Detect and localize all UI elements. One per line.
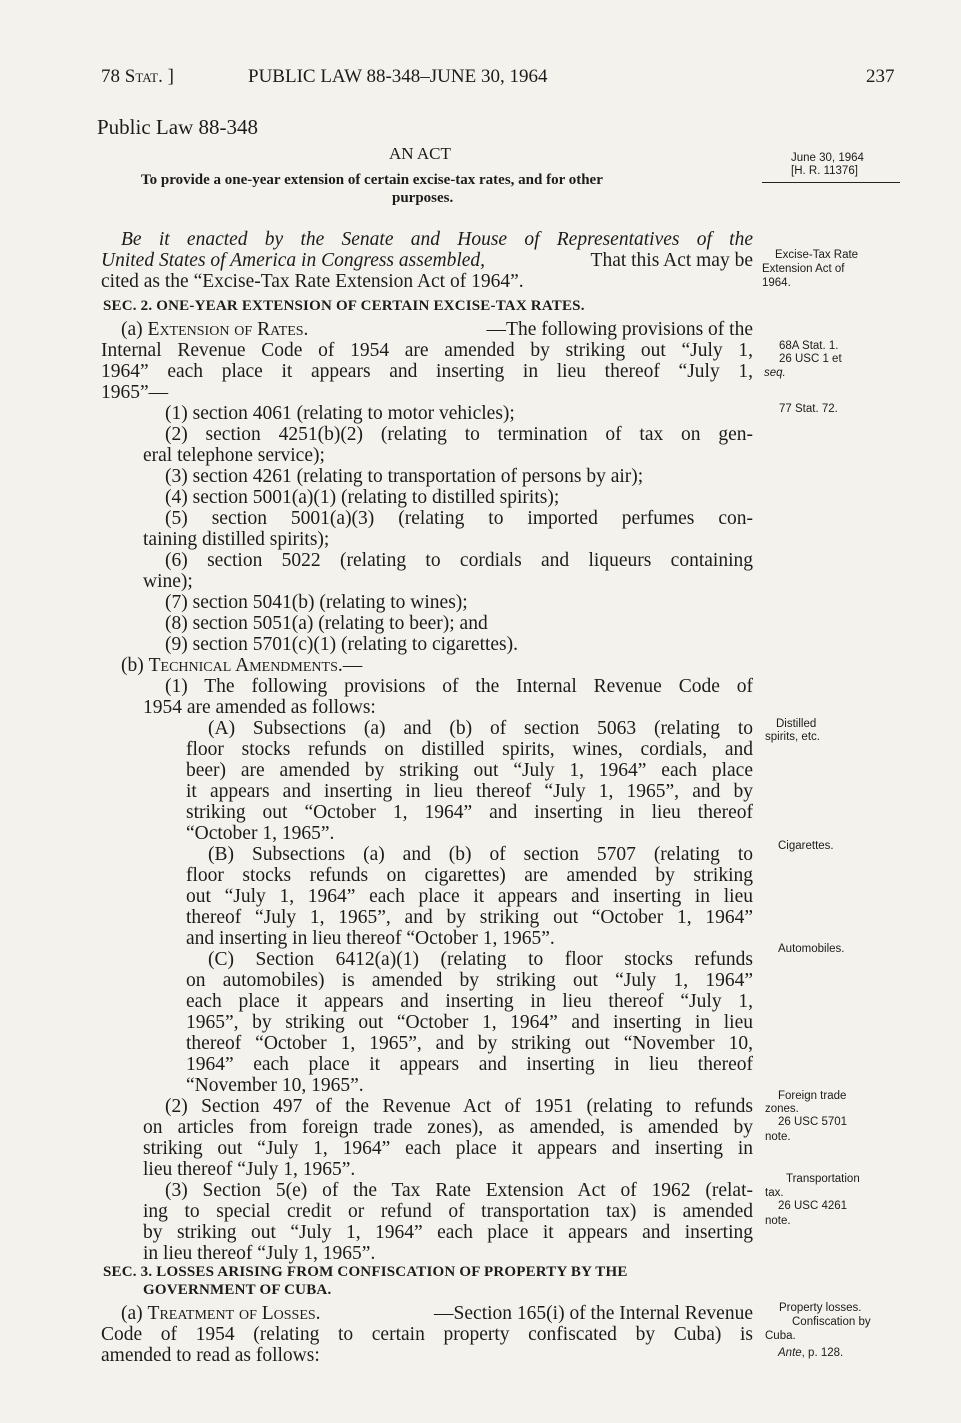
sec2-b1-C-line: 1964” each place it appears and inserting in lieu thereof <box>186 1054 753 1075</box>
short-title-citation: cited as the “Excise-Tax Rate Extension Act of 1964”. <box>101 271 524 292</box>
margin-note-ante: Ante, p. 128. <box>778 1347 844 1359</box>
margin-note-automobiles: Automobiles. <box>778 943 845 955</box>
running-header-volume: 78 Stat. ] <box>101 66 174 87</box>
section-3-heading: SEC. 3. LOSSES ARISING FROM CONFISCATION OF PROPERTY BY THE <box>103 1264 628 1280</box>
sec2-a-text: —The following provisions of the <box>486 319 753 340</box>
margin-note-transportation: tax. <box>765 1187 784 1199</box>
running-header-title: PUBLIC LAW 88-348–JUNE 30, 1964 <box>248 66 548 87</box>
section-3-heading: GOVERNMENT OF CUBA. <box>143 1282 332 1298</box>
sec2-a-label: Extension of Rates. <box>147 319 309 340</box>
sec2-a-line: 1964” each place it appears and inserting in lieu thereof “July 1, <box>101 361 753 382</box>
list-item: (2) section 4251(b)(2) (relating to termination of tax on gen- <box>165 424 753 445</box>
margin-note-distilled: Distilled <box>776 718 817 730</box>
enactment-clause-line: Be it enacted by the Senate and House of Representatives of the <box>121 229 753 250</box>
list-item: taining distilled spirits); <box>143 529 330 550</box>
sec2-b1-A-line: beer) are amended by striking out “July 1, 1964” each place <box>186 760 753 781</box>
sec3-a-text: —Section 165(i) of the Internal Revenue <box>434 1303 753 1324</box>
sec2-b2-line: on articles from foreign trade zones), as amended, is amended by <box>143 1117 753 1138</box>
sec2-b3-line: ing to special credit or refund of transportation tax) is amended <box>143 1201 753 1222</box>
sec2-a-line: 1965”— <box>101 382 169 403</box>
list-item: (9) section 5701(c)(1) (relating to cigarettes). <box>165 634 519 655</box>
sec2-b1-A-line: (A) Subsections (a) and (b) of section 5063 (relating to <box>208 718 753 739</box>
sec3-a-line: (a) Treatment of Losses. —Section 165(i) of the Internal Revenue <box>121 1303 753 1324</box>
sec2-b1-line: 1954 are amended as follows: <box>143 697 376 718</box>
margin-note-foreign-trade: Foreign trade <box>778 1090 847 1102</box>
margin-note-transportation: 26 USC 4261 <box>778 1200 848 1212</box>
list-item: (7) section 5041(b) (relating to wines); <box>165 592 468 613</box>
sec2-b1-C-line: (C) Section 6412(a)(1) (relating to floor stocks refunds <box>208 949 753 970</box>
sec2-a-line: (a) Extension of Rates. —The following provisions of the <box>121 319 753 340</box>
margin-note-foreign-trade: note. <box>765 1131 791 1143</box>
sec3-a-line: Code of 1954 (relating to certain property confiscated by Cuba) is <box>101 1324 753 1345</box>
sec2-b1-B-line: (B) Subsections (a) and (b) of section 5707 (relating to <box>208 844 753 865</box>
list-item: (4) section 5001(a)(1) (relating to distilled spirits); <box>165 487 560 508</box>
margin-note-property: Cuba. <box>765 1330 796 1342</box>
sec2-b1-line: (1) The following provisions of the Internal Revenue Code of <box>165 676 753 697</box>
an-act-title: AN ACT <box>389 144 451 163</box>
margin-note-citation: 77 Stat. 72. <box>779 403 838 415</box>
sec2-b1-C-line: 1965”, by striking out “October 1, 1964” and inserting in lieu <box>186 1012 753 1033</box>
sec2-b1-C-line: thereof “October 1, 1965”, and by striking out “November 10, <box>186 1033 753 1054</box>
margin-note-citation: seq. <box>764 367 786 379</box>
act-purpose-line: To provide a one-year extension of certain excise-tax rates, and for other <box>141 172 603 188</box>
margin-note-citation: 68A Stat. 1. <box>779 340 839 352</box>
sec3-a-line: amended to read as follows: <box>101 1345 320 1366</box>
sec2-b1-B-line: and inserting in lieu thereof “October 1, 1965”. <box>186 928 555 949</box>
sec2-b3-line: (3) Section 5(e) of the Tax Rate Extension Act of 1962 (relat- <box>165 1180 753 1201</box>
sec2-b3-line: in lieu thereof “July 1, 1965”. <box>143 1243 376 1264</box>
act-purpose-line: purposes. <box>392 190 454 206</box>
margin-note-transportation: Transportation <box>786 1173 860 1185</box>
margin-note-short-title: Excise-Tax Rate <box>775 249 859 261</box>
public-law-number: Public Law 88-348 <box>97 115 258 139</box>
margin-note-foreign-trade: 26 USC 5701 <box>778 1116 848 1128</box>
margin-note-distilled: spirits, etc. <box>765 731 820 743</box>
margin-rule <box>762 182 900 183</box>
sec2-a-line: Internal Revenue Code of 1954 are amended by striking out “July 1, <box>101 340 753 361</box>
sec2-b3-line: by striking out “July 1, 1964” each place it appears and inserting <box>143 1222 753 1243</box>
sec2-b2-line: striking out “July 1, 1964” each place it appears and inserting in <box>143 1138 753 1159</box>
enactment-italic: United States of America in Congress assembled, <box>101 250 486 271</box>
sec2-b1-C-line: “November 10, 1965”. <box>186 1075 364 1096</box>
list-item: eral telephone service); <box>143 445 325 466</box>
sec2-b-label: Technical Amendments. <box>148 655 343 676</box>
list-item: (5) section 5001(a)(3) (relating to imported perfumes con- <box>165 508 753 529</box>
list-item: (3) section 4261 (relating to transportation of persons by air); <box>165 466 644 487</box>
sec3-a-label: Treatment of Losses. <box>147 1303 321 1324</box>
sec2-b1-A-line: it appears and inserting in lieu thereof “July 1, 1965”, and by <box>186 781 753 802</box>
margin-note-citation: 26 USC 1 et <box>779 353 842 365</box>
sec2-b1-A-line: striking out “October 1, 1964” and inserting in lieu thereof <box>186 802 753 823</box>
margin-note-bill: [H. R. 11376] <box>791 165 858 177</box>
list-item: (1) section 4061 (relating to motor vehicles); <box>165 403 515 424</box>
sec2-b1-B-line: out “July 1, 1964” each place it appears and inserting in lieu <box>186 886 753 907</box>
sec2-b-dash: — <box>342 655 363 676</box>
margin-note-short-title: 1964. <box>762 277 791 289</box>
section-2-heading: SEC. 2. ONE-YEAR EXTENSION OF CERTAIN EXCISE-TAX RATES. <box>103 298 585 314</box>
sec2-b-heading: (b) Technical Amendments.— <box>121 655 363 676</box>
sec2-b1-C-line: on automobiles) is amended by striking out “July 1, 1964” <box>186 970 753 991</box>
sec2-b1-B-line: thereof “July 1, 1965”, and by striking out “October 1, 1964” <box>186 907 753 928</box>
sec2-b1-A-line: “October 1, 1965”. <box>186 823 335 844</box>
list-item: (8) section 5051(a) (relating to beer); and <box>165 613 488 634</box>
sec2-b1-A-line: floor stocks refunds on distilled spirits, wines, cordials, and <box>186 739 753 760</box>
sec2-b2-line: lieu thereof “July 1, 1965”. <box>143 1159 356 1180</box>
enactment-clause-line <box>101 250 753 271</box>
sec2-b2-line: (2) Section 497 of the Revenue Act of 1951 (relating to refunds <box>165 1096 753 1117</box>
margin-note-property: Confiscation by <box>792 1316 871 1328</box>
margin-note-property: Property losses. <box>779 1302 862 1314</box>
margin-note-short-title: Extension Act of <box>762 263 845 275</box>
sec2-b1-C-line: each place it appears and inserting in lieu thereof “July 1, <box>186 991 753 1012</box>
list-item: wine); <box>143 571 193 592</box>
margin-note-foreign-trade: zones. <box>765 1103 799 1115</box>
margin-note-cigarettes: Cigarettes. <box>778 840 834 852</box>
enactment-rest: That this Act may be <box>590 250 753 271</box>
page-number: 237 <box>866 66 895 87</box>
list-item: (6) section 5022 (relating to cordials and liqueurs containing <box>165 550 753 571</box>
sec2-b1-B-line: floor stocks refunds on cigarettes) are amended by striking <box>186 865 753 886</box>
margin-note-transportation: note. <box>765 1215 791 1227</box>
margin-note-date: June 30, 1964 <box>791 152 864 164</box>
